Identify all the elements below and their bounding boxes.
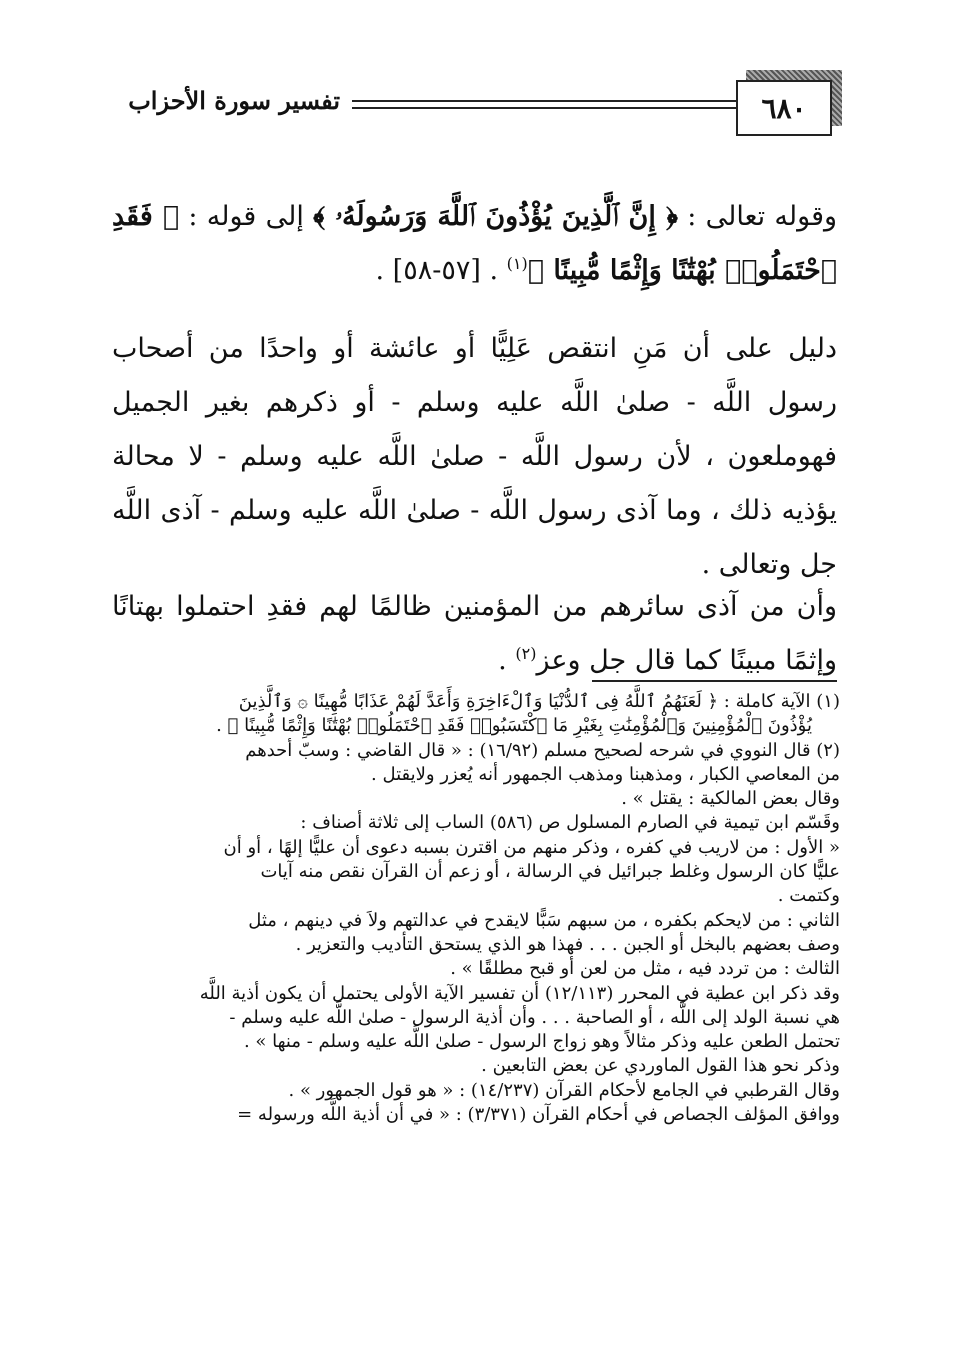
footnote-line: الثاني : من لايحكم بكفره ، من سبهم سَبًّا لايقدح في عدالتهم ولاَ في دينهم ، مثل bbox=[248, 909, 840, 931]
footnote-line: وكتمت . bbox=[777, 885, 840, 907]
footnote-line: (١) الآية كاملة : ﴿ لَعَنَهُمُ ٱللَّهُ فِى ٱلدُّنْيَا وَٱلْءَاخِرَةِ وَأَعَدَّ لَهُمْ عَذَابًا مُّهِينًا ۞ وَٱلَّذِينَ bbox=[238, 691, 840, 712]
footnote-ref-2: (٢) bbox=[515, 644, 537, 663]
footnotes bbox=[112, 690, 840, 1127]
quran-quote-2: ﴿ فَقَدِ ٱحْتَمَلُوا۟ بُهْتَٰنًا وَإِثْمًا مُّبِينًا ﴾ bbox=[112, 201, 837, 286]
paragraph-2-end: . bbox=[498, 645, 516, 676]
running-title: تفسير سورة الأحزاب bbox=[128, 86, 340, 115]
paragraph-1: دليل على أن مَنِ انتقص عَلِيًّا أو عائشة أو واحدًا من أصحاب رسول اللَّه - صلىٰ اللَّه عليه وسلم - أو ذكرهم بغير الجميل فهوملعون ، لأن رسول اللَّه - صلىٰ اللَّه عليه وسلم - لا محالة يؤذيه ذلك ، وما آذى رسول اللَّه - صلىٰ اللَّه عليه وسلم - آذى اللَّه جل وتعالى . bbox=[112, 333, 837, 580]
footnote-line: وقَسّم ابن تيمية في الصارم المسلول ص (٥٨٦) الساب إلى ثلاثة أصناف : bbox=[300, 812, 840, 834]
footnote-line: ووافق المؤلف الجصاص في أحكام القرآن (٣/٣٧١) : « في أن أذية اللَّه ورسوله = bbox=[237, 1104, 840, 1126]
verse-middle: إلى قوله : bbox=[179, 201, 314, 232]
quran-quote-1: ﴿ إِنَّ ٱلَّذِينَ يُؤْذُونَ ٱللَّهَ وَرَسُولَهُۥ ﴾ bbox=[313, 201, 678, 232]
footnote-divider bbox=[592, 680, 837, 682]
paragraph-2-text: وأن من آذى سائرهم من المؤمنين ظالمًا لهم فقدِ احتملوا بهتانًا وإثمًا مبينًا كما قال جل وعز bbox=[112, 591, 837, 676]
footnote-line: وصف بعضهم بالبخل أو الجبن . . . فهذا هو الذي يستحق التأديب والتعزير . bbox=[295, 933, 840, 955]
footnote-line: عليًّا كان الرسول وغلط جبرائيل في الرسالة ، أو زعم أن القرآن نقص منه آيات bbox=[260, 861, 840, 883]
footnote-line: وقال بعض المالكية : يقتل » . bbox=[621, 788, 840, 810]
footnote-line: الثالث : من تردد فيه ، مثل من لعن أو قبح مطلقًا » . bbox=[450, 958, 840, 980]
page-header bbox=[0, 0, 955, 140]
footnote-line: (٢) قال النووي في شرحه لصحيح مسلم (١٦/٩٢) : « قال القاضي : وسبّ أحدهم bbox=[245, 739, 840, 761]
footnote-line: وقد ذكر ابن عطية في المحرر (١٢/١١٣) أن تفسير الآية الأولى يحتمل أن يكون أذية اللَّه bbox=[199, 982, 840, 1004]
footnote-line: وقال القرطبي في الجامع لأحكام القرآن (١٤/٢٣٧) : « هو قول الجمهور » . bbox=[288, 1079, 840, 1101]
footnote-ref-1: (١) bbox=[506, 254, 528, 273]
footnote-line: هي نسبة الولد إلى اللَّه ، أو الصاحبة . . . وأن أذية الرسول - صلىٰ اللَّه عليه وسلم - bbox=[229, 1006, 840, 1028]
page-number: ٦٨٠ bbox=[736, 80, 832, 136]
paragraph-2 bbox=[112, 580, 837, 688]
footnote-line: من المعاصي الكبار ، ومذهبنا ومذهب الجمهور أنه يُعزر ولايقتل . bbox=[371, 763, 840, 785]
verse-paragraph bbox=[112, 190, 837, 298]
footnote-line: يُؤْذُونَ ٱلْمُؤْمِنِينَ وَٱلْمُؤْمِنَٰتِ بِغَيْرِ مَا ٱكْتَسَبُوا۟ فَقَدِ ٱحْتَمَلُوا۟ بُهْتَٰنًا وَإِثْمًا مُّبِينًا ﴾ . bbox=[216, 715, 812, 737]
header-rule bbox=[352, 100, 736, 109]
footnote-line: « الأول : من لاريب في كفره ، وذكر منهم من اقترن بسبه دعوى أن عليًّا إلهًا ، أو أن bbox=[223, 836, 840, 858]
verse-intro: وقوله تعالى : bbox=[677, 201, 838, 232]
footnote-line: تحتمل الطعن عليه وذكر مثالاً وهو زواج الرسول - صلىٰ اللَّه عليه وسلم - منها » . bbox=[243, 1031, 840, 1053]
verse-citation: . [٥٧-٥٨] . bbox=[375, 255, 507, 286]
footnote-line: وذكر نحو هذا القول الماوردي عن بعض التابعين . bbox=[481, 1055, 840, 1077]
